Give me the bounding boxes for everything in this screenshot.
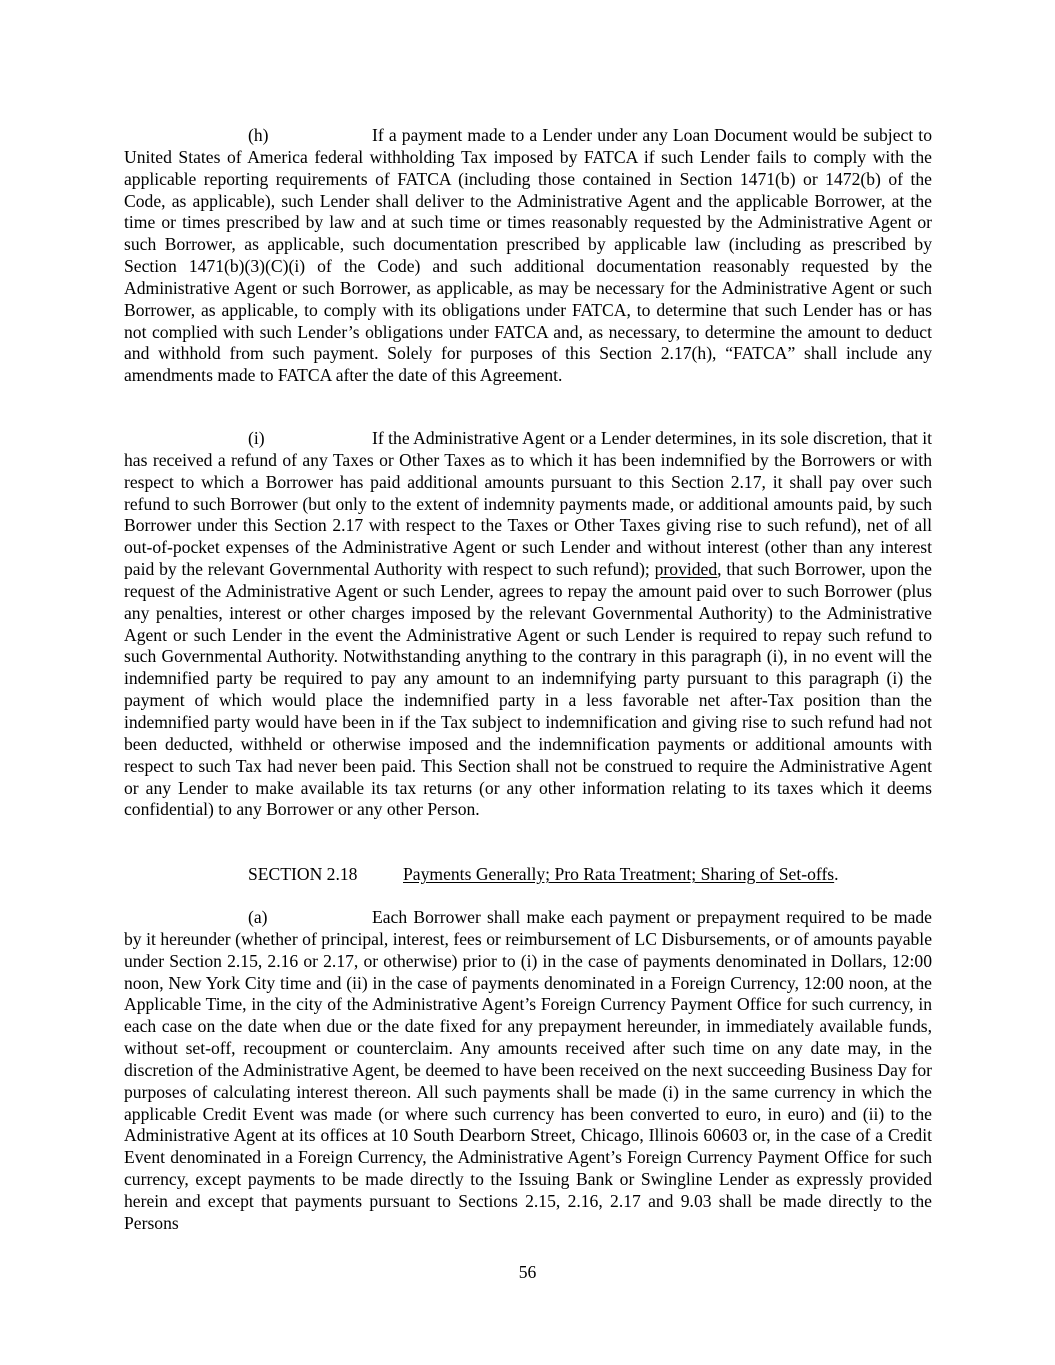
paragraph-i-text-after: , that such Borrower, upon the request of the Administrative Agent or such Lender, agrees to repay the amount paid over to such Borrower (plus any penalties, interest or other charges imposed by the relevant Governmental Authority) to the Administrative Agent or such Lender in the event the Administrative Agent or such Lender is required to repay such refund to such Governmental Authority. Notwithstanding anything to the contrary in this paragraph (i), in no event will the indemnified party be required to pay any amount to an indemnifying party pursuant to this paragraph (i) the payment of which would place the indemnified party in a less favorable net after-Tax position than the indemnified party would have been in if the Tax subject to indemnification and giving rise to such refund had not been deducted, withheld or otherwise imposed and the indemnification payments or additional amounts with respect to such Tax had never been paid. This Section shall not be construed to require the Administrative Agent or any Lender to make available its tax returns (or any other information relating to its taxes which it deems confidential) to any Borrower or any other Person. <box>124 559 932 820</box>
section-title: Payments Generally; Pro Rata Treatment; Sharing of Set-offs <box>403 864 835 884</box>
section-title-period: . <box>834 864 839 884</box>
paragraph-a-label: (a) <box>248 907 268 927</box>
page-number: 56 <box>518 1262 537 1282</box>
paragraph-a <box>124 907 932 1235</box>
paragraph-i <box>124 428 932 821</box>
paragraph-h-label: (h) <box>248 125 269 145</box>
provided-term: provided <box>654 559 718 580</box>
paragraph-h <box>124 125 932 387</box>
section-heading <box>124 864 932 886</box>
paragraph-a-text: Each Borrower shall make each payment or prepayment required to be made by it hereunder (whether of principal, interest, fees or reimbursement of LC Disbursements, or of amounts payable under Section 2.15, 2.16 or 2.17, or otherwise) prior to (i) in the case of payments denominated in Dollars, 12:00 noon, New York City time and (ii) in the case of payments denominated in a Foreign Currency, 12:00 noon, at the Applicable Time, in the city of the Administrative Agent’s Foreign Currency Payment Office for such currency, in each case on the date when due or the date fixed for any prepayment hereunder, in immediately available funds, without set-off, recoupment or counterclaim. Any amounts received after such time on any date may, in the discretion of the Administrative Agent, be deemed to have been received on the next succeeding Business Day for purposes of calculating interest thereon. All such payments shall be made (i) in the same currency in which the applicable Credit Event was made (or where such currency has been converted to euro, in euro) and (ii) to the Administrative Agent at its offices at 10 South Dearborn Street, Chicago, Illinois 60603 or, in the case of a Credit Event denominated in a Foreign Currency, the Administrative Agent’s Foreign Currency Payment Office for such currency, except payments to be made directly to the Issuing Bank or Swingline Lender as expressly provided herein and except that payments pursuant to Sections 2.15, 2.16, 2.17 and 9.03 shall be made directly to the Persons <box>124 907 932 1233</box>
paragraph-i-text-before: If the Administrative Agent or a Lender determines, in its sole discretion, that it has received a refund of any Taxes or Other Taxes as to which it has been indemnified by the Borrowers or with respect to which a Borrower has paid additional amounts pursuant to this Section 2.17, it shall pay over such refund to such Borrower (but only to the extent of indemnity payments made, or additional amounts paid, by such Borrower under this Section 2.17 with respect to the Taxes or Other Taxes giving rise to such refund), net of all out-of-pocket expenses of the Administrative Agent or such Lender and without interest (other than any interest paid by the relevant Governmental Authority with respect to such refund); <box>124 428 932 580</box>
section-number: SECTION 2.18 <box>248 864 358 884</box>
paragraph-i-label: (i) <box>248 428 265 448</box>
paragraph-h-text: If a payment made to a Lender under any Loan Document would be subject to United States of America federal withholding Tax imposed by FATCA if such Lender fails to comply with the applicable reporting requirements of FATCA (including those contained in Section 1471(b) or 1472(b) of the Code, as applicable), such Lender shall deliver to the Administrative Agent and the applicable Borrower, at the time or times prescribed by law and at such time or times reasonably requested by the Administrative Agent or such Borrower, as applicable, such documentation prescribed by applicable law (including as prescribed by Section 1471(b)(3)(C)(i) of the Code) and such additional documentation reasonably requested by the Administrative Agent or such Borrower, as applicable, as may be necessary for the Administrative Agent or such Borrower, as applicable, to comply with its obligations under FATCA, to determine that such Lender has or has not complied with such Lender’s obligations under FATCA and, as necessary, to determine the amount to deduct and withhold from such payment. Solely for purposes of this Section 2.17(h), “FATCA” shall include any amendments made to FATCA after the date of this Agreement. <box>124 125 932 386</box>
